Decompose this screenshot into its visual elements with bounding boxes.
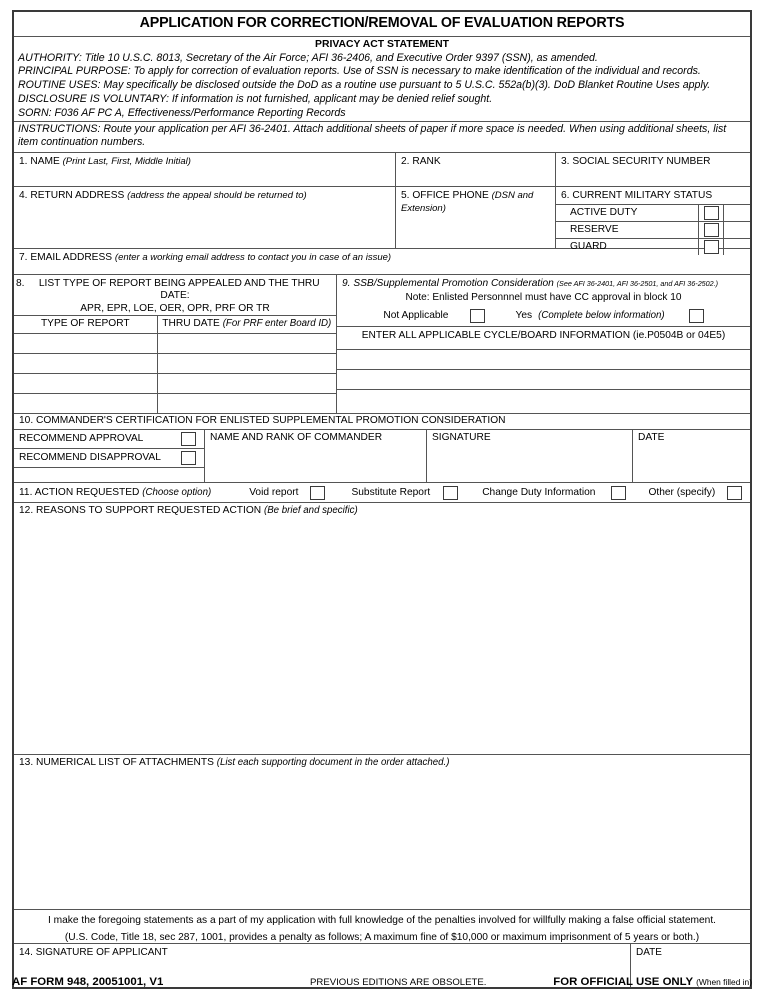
field-name[interactable] bbox=[14, 153, 395, 186]
block1-hint: (Print Last, First, Middle Initial) bbox=[62, 156, 191, 168]
block8-col2-header-cell bbox=[157, 316, 336, 333]
block2-number: 2. bbox=[401, 156, 410, 168]
privacy-line-sorn: SORN: F036 AF PC A, Effectiveness/Performance Reporting Records bbox=[18, 106, 346, 119]
block2-label: RANK bbox=[412, 156, 441, 168]
block12-number: 12. bbox=[19, 505, 34, 517]
field-rank[interactable] bbox=[395, 153, 555, 186]
block14-number: 14. bbox=[19, 947, 33, 959]
block10-heading-bar bbox=[14, 414, 750, 430]
privacy-line-disclosure: DISCLOSURE IS VOLUNTARY: If information is not furnished, applicant may be denied relief sought. bbox=[18, 92, 493, 105]
block8-row4-type[interactable] bbox=[14, 394, 157, 413]
block9-cycle-row-2[interactable] bbox=[337, 369, 750, 389]
block11-container bbox=[14, 483, 750, 503]
block11-number: 11. bbox=[19, 487, 33, 499]
block12-value[interactable] bbox=[14, 518, 750, 522]
statement-line-1: I make the foregoing statements as a part of my application with full knowledge of the penalties involved for willfully making a false official statement. bbox=[47, 915, 716, 927]
block11-row bbox=[14, 483, 750, 502]
footer-form-id: AF FORM 948, 20051001, V1 bbox=[12, 976, 164, 988]
block9-yes-hint: (Complete below information) bbox=[538, 310, 665, 322]
page-title: APPLICATION FOR CORRECTION/REMOVAL OF EVALUATION REPORTS bbox=[14, 12, 750, 37]
block10-signature-label: SIGNATURE bbox=[432, 432, 491, 444]
privacy-act-section bbox=[14, 37, 750, 121]
block8-row-4[interactable] bbox=[14, 393, 336, 413]
block3-label: SOCIAL SECURITY NUMBER bbox=[572, 156, 711, 168]
form-footer bbox=[12, 976, 752, 996]
block10-name-rank-field[interactable] bbox=[204, 430, 426, 482]
footer-previous-editions: PREVIOUS EDITIONS ARE OBSOLETE. bbox=[310, 977, 487, 988]
block8-label-line2: APR, EPR, LOE, OER, OPR, PRF OR TR bbox=[80, 302, 270, 314]
status-checkbox-cell-reserve[interactable] bbox=[698, 222, 724, 238]
checkbox-reserve[interactable] bbox=[704, 223, 719, 237]
block7-number: 7. bbox=[19, 252, 28, 264]
field-military-status bbox=[555, 187, 750, 252]
block11-heading bbox=[14, 487, 211, 498]
checkbox-void-report[interactable] bbox=[310, 486, 325, 500]
block10-date-field[interactable] bbox=[632, 430, 750, 482]
block13-number: 13. bbox=[19, 757, 34, 769]
status-spacer-active-duty bbox=[724, 205, 750, 221]
privacy-act-heading: PRIVACY ACT STATEMENT bbox=[315, 38, 449, 50]
block10-label: COMMANDER'S CERTIFICATION FOR ENLISTED SUPPLEMENTAL PROMOTION CONSIDERATION bbox=[36, 415, 506, 427]
status-option-guard[interactable] bbox=[556, 238, 750, 255]
block10-recommend-disapproval-label: RECOMMEND DISAPPROVAL bbox=[19, 452, 161, 464]
block8-row-2[interactable] bbox=[14, 353, 336, 373]
block14-label: SIGNATURE OF APPLICANT bbox=[35, 947, 168, 959]
checkbox-other[interactable] bbox=[727, 486, 742, 500]
checkbox-substitute-report[interactable] bbox=[443, 486, 458, 500]
block9-options bbox=[337, 303, 750, 326]
privacy-line-routine-uses: ROUTINE USES: May specifically be disclosed outside the DoD as a routine use pursuant to 5 U.S.C. 552a(b)(3). DoD Blanket Routine Uses apply. bbox=[18, 79, 711, 92]
block12-label: REASONS TO SUPPORT REQUESTED ACTION bbox=[36, 505, 262, 517]
block9-number: 9. bbox=[342, 278, 351, 290]
checkbox-not-applicable[interactable] bbox=[470, 309, 485, 323]
footer-official-use-note: (When filled in) bbox=[696, 977, 752, 987]
block10-recommend-disapproval-row[interactable] bbox=[14, 449, 204, 468]
privacy-line-authority: AUTHORITY: Title 10 U.S.C. 8013, Secretary of the Air Force; AFI 36-2406, and Executive Order 9397 (SSN), as amended. bbox=[18, 51, 598, 64]
instructions-text: INSTRUCTIONS: Route your application per AFI 36-2401. Attach additional sheets of paper if more space is needed. When using additional sheets, list item continuation numbers. bbox=[14, 121, 750, 154]
block9-reference: (See AFI 36-2401, AFI 36-2501, and AFI 36-2502.) bbox=[556, 279, 719, 289]
status-checkbox-cell-guard[interactable] bbox=[698, 239, 724, 255]
block10-recommend-approval-row[interactable] bbox=[14, 430, 204, 449]
block13-value[interactable] bbox=[14, 770, 750, 774]
form-outer-frame bbox=[12, 10, 752, 989]
block8-number: 8. bbox=[16, 278, 25, 290]
block10-signature-field[interactable] bbox=[426, 430, 632, 482]
checkbox-change-duty-information[interactable] bbox=[611, 486, 626, 500]
block5-hint-2: Extension) bbox=[401, 202, 446, 214]
block14-date-label: DATE bbox=[636, 947, 662, 959]
field-office-phone[interactable] bbox=[395, 187, 555, 248]
block4-hint: (address the appeal should be returned to) bbox=[127, 190, 307, 202]
block3-number: 3. bbox=[561, 156, 570, 168]
block9-cycle-board-header: ENTER ALL APPLICABLE CYCLE/BOARD INFORMATION (ie.P0504B or 04E5) bbox=[337, 326, 750, 349]
block9-cycle-row-1[interactable] bbox=[337, 349, 750, 369]
block8-col1-header: TYPE OF REPORT bbox=[40, 318, 130, 330]
block12-hint: (Be brief and specific) bbox=[263, 505, 358, 517]
block8-row1-date[interactable] bbox=[157, 334, 336, 353]
block11-hint: (Choose option) bbox=[142, 487, 212, 499]
block8-col2-hint: (For PRF enter Board ID) bbox=[222, 318, 332, 330]
status-checkbox-cell-active-duty[interactable] bbox=[698, 205, 724, 221]
checkbox-recommend-approval[interactable] bbox=[181, 432, 196, 446]
block8-heading bbox=[14, 275, 336, 315]
block7-label: EMAIL ADDRESS bbox=[30, 252, 113, 264]
block6-label: CURRENT MILITARY STATUS bbox=[572, 190, 713, 202]
checkbox-recommend-disapproval[interactable] bbox=[181, 451, 196, 465]
status-label-guard: GUARD bbox=[570, 240, 607, 252]
block4-number: 4. bbox=[19, 190, 28, 202]
footer-official-use-text: FOR OFFICIAL USE ONLY bbox=[553, 976, 693, 988]
block9-container bbox=[336, 275, 750, 413]
block11-option-label-void-report: Void report bbox=[249, 487, 299, 499]
status-option-active-duty[interactable] bbox=[556, 204, 750, 221]
statement-line-2: (U.S. Code, Title 18, sec 287, 1001, provides a penalty as follows; A maximum fine of $10,000 or maximum imprisonment of 5 years or both.) bbox=[64, 932, 700, 944]
block1-label: NAME bbox=[30, 156, 60, 168]
privacy-line-principal-purpose: PRINCIPAL PURPOSE: To apply for correction of evaluation reports. Use of SSN is necessary to make identification of the individual and records. bbox=[18, 65, 701, 78]
block11-option-label-substitute-report: Substitute Report bbox=[351, 487, 431, 499]
block8-row2-date[interactable] bbox=[157, 354, 336, 373]
block4-label: RETURN ADDRESS bbox=[30, 190, 125, 202]
section-reports-and-ssb bbox=[14, 275, 750, 414]
block9-label: SSB/Supplemental Promotion Consideration bbox=[353, 278, 554, 290]
row-name-rank-ssn bbox=[14, 153, 750, 187]
status-label-reserve: RESERVE bbox=[570, 223, 619, 235]
block6-number: 6. bbox=[561, 190, 570, 202]
block8-row1-type[interactable] bbox=[14, 334, 157, 353]
status-option-reserve[interactable] bbox=[556, 221, 750, 238]
block11-option-label-other: Other (specify) bbox=[648, 487, 716, 499]
block5-label: OFFICE PHONE bbox=[412, 190, 489, 202]
block11-label: ACTION REQUESTED bbox=[34, 487, 140, 499]
status-label-active-duty: ACTIVE DUTY bbox=[570, 206, 638, 218]
status-spacer-guard bbox=[724, 239, 750, 255]
block13-hint: (List each supporting document in the order attached.) bbox=[216, 757, 450, 769]
block13-container[interactable] bbox=[14, 755, 750, 910]
block11-option-label-change-duty-information: Change Duty Information bbox=[482, 487, 596, 499]
checkbox-guard[interactable] bbox=[704, 240, 719, 254]
block13-label: NUMERICAL LIST OF ATTACHMENTS bbox=[36, 757, 214, 769]
block9-heading bbox=[337, 275, 750, 290]
block8-column-headers bbox=[14, 315, 336, 333]
certification-statement bbox=[14, 910, 750, 944]
block10-name-rank-label: NAME AND RANK OF COMMANDER bbox=[210, 432, 383, 444]
block8-row-3[interactable] bbox=[14, 373, 336, 393]
block1-number: 1. bbox=[19, 156, 28, 168]
block10-recommendation-filler bbox=[14, 468, 204, 482]
status-spacer-reserve bbox=[724, 222, 750, 238]
block10-number: 10. bbox=[19, 415, 34, 427]
af-form-948 bbox=[12, 10, 752, 988]
block9-yes-label: Yes bbox=[515, 310, 533, 322]
block5-hint: (DSN and bbox=[491, 190, 534, 202]
footer-official-use bbox=[553, 976, 752, 988]
block9-cycle-row-3[interactable] bbox=[337, 389, 750, 409]
block8-row2-type[interactable] bbox=[14, 354, 157, 373]
block10-recommend-approval-checkbox-cell[interactable] bbox=[172, 430, 204, 448]
block10-recommend-disapproval-checkbox-cell[interactable] bbox=[172, 449, 204, 467]
field-return-address[interactable] bbox=[14, 187, 395, 248]
block7-hint: (enter a working email address to contact you in case of an issue) bbox=[114, 252, 392, 264]
block8-row-1[interactable] bbox=[14, 333, 336, 353]
checkbox-yes[interactable] bbox=[689, 309, 704, 323]
block8-row4-date[interactable] bbox=[157, 394, 336, 413]
block12-container[interactable] bbox=[14, 503, 750, 755]
block8-col2-header: THRU DATE bbox=[162, 318, 220, 330]
block9-note: Note: Enlisted Personnnel must have CC approval in block 10 bbox=[405, 292, 682, 304]
block8-label-line1: LIST TYPE OF REPORT BEING APPEALED AND THE THRU DATE: bbox=[38, 278, 320, 302]
block10-date-label: DATE bbox=[638, 432, 665, 444]
row-address-phone-status bbox=[14, 187, 750, 252]
block10-body bbox=[14, 430, 750, 483]
block10-recommend-approval-label: RECOMMEND APPROVAL bbox=[19, 433, 144, 445]
block8-row3-type[interactable] bbox=[14, 374, 157, 393]
block8-row3-date[interactable] bbox=[157, 374, 336, 393]
checkbox-active-duty[interactable] bbox=[704, 206, 719, 220]
block8-container bbox=[14, 275, 336, 413]
block10-recommendation-group bbox=[14, 430, 204, 482]
block9-not-applicable-label: Not Applicable bbox=[383, 310, 449, 322]
block5-number: 5. bbox=[401, 190, 410, 202]
field-ssn[interactable] bbox=[555, 153, 750, 186]
